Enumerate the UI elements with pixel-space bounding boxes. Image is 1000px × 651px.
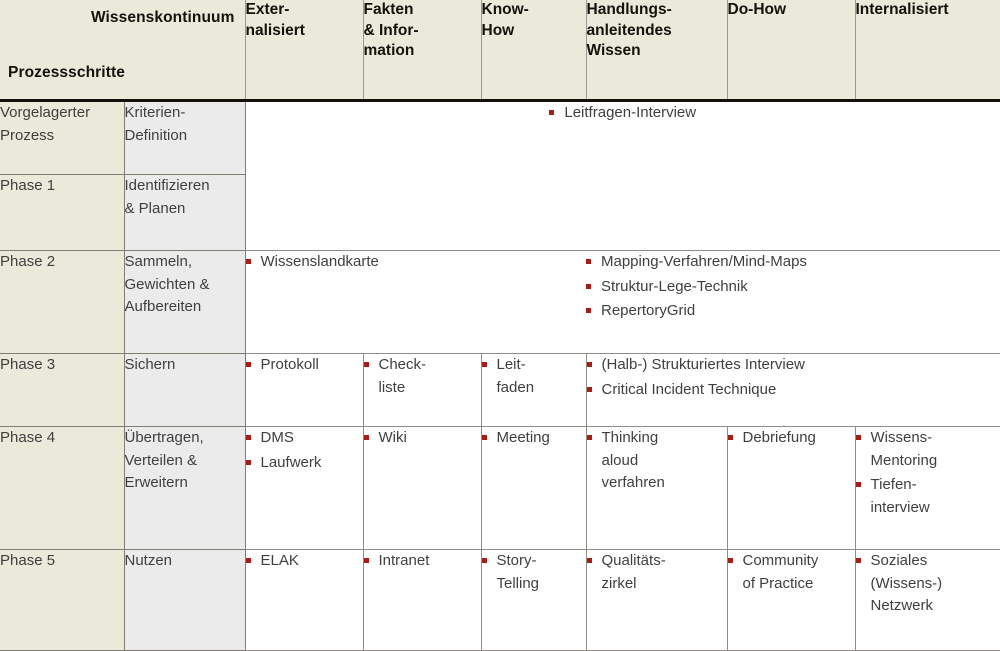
step-text: Sichern	[124, 356, 176, 373]
bullet-list	[364, 354, 481, 399]
column-header-internalisiert	[855, 0, 1000, 101]
item-line-1: Protokoll	[260, 356, 319, 373]
cell-intranet	[363, 550, 481, 651]
cell-mapping-methoden	[586, 251, 1000, 354]
list-item	[364, 354, 481, 399]
cell-meeting	[481, 427, 586, 550]
bullet-list	[482, 550, 586, 595]
list-item	[482, 550, 586, 595]
column-header-handlungsanleitendes-wissen	[586, 0, 727, 101]
item-line-1: Tiefen-	[870, 476, 917, 493]
step-line-2: Verteilen &	[124, 451, 198, 469]
item-line-2: Mentoring	[870, 451, 938, 469]
header-line-2: anleitendes	[586, 21, 672, 39]
table-row-phase-5	[0, 550, 1000, 651]
corner-inner	[0, 0, 245, 95]
list-item: (Halb-) Strukturiertes Interview	[587, 354, 1000, 377]
cell-thinking-aloud-verfahren	[586, 427, 727, 550]
phase-label-phase-1	[0, 175, 124, 251]
bullet-list	[246, 251, 587, 274]
item-line-1: Qualitäts-	[601, 552, 666, 569]
bullet-list	[728, 550, 855, 595]
bullet-list	[587, 354, 1000, 401]
item-line-2: zirkel	[601, 574, 637, 592]
cell-strukturiertes-interview	[586, 354, 1000, 427]
cell-soziales-wissensnetzwerk	[855, 550, 1000, 651]
item-line-1: Leit-	[496, 356, 526, 373]
list-item: Struktur-Lege-Technik	[586, 276, 1000, 299]
column-header-do-how	[727, 0, 855, 101]
item-line-2: (Wissens-)	[870, 574, 943, 592]
column-header-externalisiert	[245, 0, 363, 101]
phase-label-phase-2	[0, 251, 124, 354]
phase-label-phase-4	[0, 427, 124, 550]
phase-line-1: Vorgelagerter	[0, 104, 91, 121]
bullet-list	[587, 427, 727, 495]
list-item: ELAK	[246, 550, 363, 573]
header-line-2: How	[481, 21, 515, 39]
step-line-2: & Planen	[124, 199, 186, 217]
cell-elak	[245, 550, 363, 651]
step-line-1: Übertragen,	[124, 429, 204, 446]
phase-text: Phase 4	[0, 429, 56, 446]
bullet-list	[482, 354, 586, 399]
cell-checkliste	[363, 354, 481, 427]
step-label-identifizieren-planen	[124, 175, 245, 251]
phase-text: Phase 2	[0, 253, 56, 270]
step-text: Nutzen	[124, 552, 173, 569]
step-line-2: Gewichten &	[124, 275, 210, 293]
cell-community-of-practice	[727, 550, 855, 651]
step-line-1: Sammeln,	[124, 253, 193, 270]
list-item: RepertoryGrid	[586, 300, 1000, 323]
header-line-2: nalisiert	[245, 21, 305, 39]
axis-label-prozessschritte: Prozessschritte	[8, 64, 125, 81]
list-item: Mapping-Verfahren/Mind-Maps	[586, 251, 1000, 274]
cell-wiki	[363, 427, 481, 550]
list-item: DMS	[246, 427, 363, 450]
header-line-3: Wissen	[586, 42, 641, 60]
bullet-list	[549, 102, 696, 127]
step-line-3: Aufbereiten	[124, 298, 202, 315]
header-line-1: Know-	[481, 1, 529, 18]
item-line-3: Netzwerk	[870, 597, 934, 614]
step-line-1: Kriterien-	[124, 104, 186, 121]
step-label-sichern	[124, 354, 245, 427]
cell-leitfragen-interview	[245, 101, 1000, 251]
list-item	[856, 427, 1000, 472]
step-line-3: Erweitern	[124, 474, 188, 491]
item-line-2: Telling	[496, 574, 540, 592]
item-line-1: Check-	[378, 356, 427, 373]
step-label-uebertragen-verteilen-erweitern	[124, 427, 245, 550]
item-line-2: of Practice	[742, 574, 814, 592]
header-line-1: Exter-	[245, 1, 290, 18]
header-corner-cell	[0, 0, 245, 101]
header-line-1: Do-How	[727, 1, 787, 18]
axis-label-wissenskontinuum: Wissenskontinuum	[90, 9, 235, 26]
table-row-phase-3	[0, 354, 1000, 427]
cell-story-telling	[481, 550, 586, 651]
bullet-list	[482, 427, 586, 450]
step-line-1: Identifizieren	[124, 177, 210, 194]
list-item: Leitfragen-Interview	[549, 102, 696, 125]
list-item	[856, 474, 1000, 519]
list-item: Meeting	[482, 427, 586, 450]
item-line-1: Thinking	[601, 429, 659, 446]
phase-label-vorgelagerter-prozess	[0, 101, 124, 175]
step-label-sammeln-gewichten-aufbereiten	[124, 251, 245, 354]
header-line-1: Fakten	[363, 1, 414, 18]
column-header-know-how	[481, 0, 586, 101]
bullet-list	[728, 427, 855, 450]
table-row-phase-4	[0, 427, 1000, 550]
step-line-2: Definition	[124, 126, 188, 144]
item-line-1: Wissens-	[870, 429, 933, 446]
item-line-3: verfahren	[601, 474, 665, 491]
list-item	[482, 354, 586, 399]
bullet-list	[246, 427, 363, 474]
item-line-1: Soziales	[870, 552, 928, 569]
header-line-1: Handlungs-	[586, 1, 672, 18]
step-label-kriterien-definition	[124, 101, 245, 175]
list-item	[856, 550, 1000, 618]
phase-text: Phase 3	[0, 356, 56, 373]
phase-line-2: Prozess	[0, 126, 55, 144]
list-item	[587, 427, 727, 495]
list-item	[246, 354, 363, 377]
item-line-2: interview	[870, 498, 930, 516]
list-item	[587, 550, 727, 595]
item-line-2: aloud	[601, 451, 639, 469]
phase-text: Phase 1	[0, 177, 56, 194]
list-item: Critical Incident Technique	[587, 379, 1000, 402]
phase-label-phase-3	[0, 354, 124, 427]
bullet-list	[364, 550, 481, 573]
column-header-fakten-information	[363, 0, 481, 101]
item-line-1: Community	[742, 552, 819, 569]
cell-protokoll	[245, 354, 363, 427]
table-row-vorgelagerter-prozess	[0, 101, 1000, 175]
list-item: Intranet	[364, 550, 481, 573]
bullet-list	[246, 354, 363, 377]
header-line-1: Internalisiert	[855, 1, 949, 18]
cell-wissenslandkarte	[245, 251, 586, 354]
cell-debriefung	[727, 427, 855, 550]
header-line-2: & Infor-	[363, 21, 419, 39]
bullet-list	[856, 427, 1000, 519]
cell-leitfaden	[481, 354, 586, 427]
header-line-3: mation	[363, 42, 415, 60]
item-line-1: Story-	[496, 552, 537, 569]
bullet-list	[856, 550, 1000, 618]
list-item	[728, 550, 855, 595]
phase-label-phase-5	[0, 550, 124, 651]
item-line-2: faden	[496, 378, 535, 396]
bullet-list	[364, 427, 481, 450]
bullet-list	[587, 550, 727, 595]
bullet-list	[586, 251, 1000, 323]
list-item: Debriefung	[728, 427, 855, 450]
phase-text: Phase 5	[0, 552, 56, 569]
list-item: Laufwerk	[246, 452, 363, 475]
bullet-list	[246, 550, 363, 573]
cell-wissens-mentoring-tiefeninterview	[855, 427, 1000, 550]
step-label-nutzen	[124, 550, 245, 651]
list-item: Wiki	[364, 427, 481, 450]
table-row-phase-2	[0, 251, 1000, 354]
list-item: Wissenslandkarte	[246, 251, 587, 274]
table-header-row	[0, 0, 1000, 101]
cell-dms-laufwerk	[245, 427, 363, 550]
item-line-2: liste	[378, 378, 406, 396]
cell-qualitaetszirkel	[586, 550, 727, 651]
